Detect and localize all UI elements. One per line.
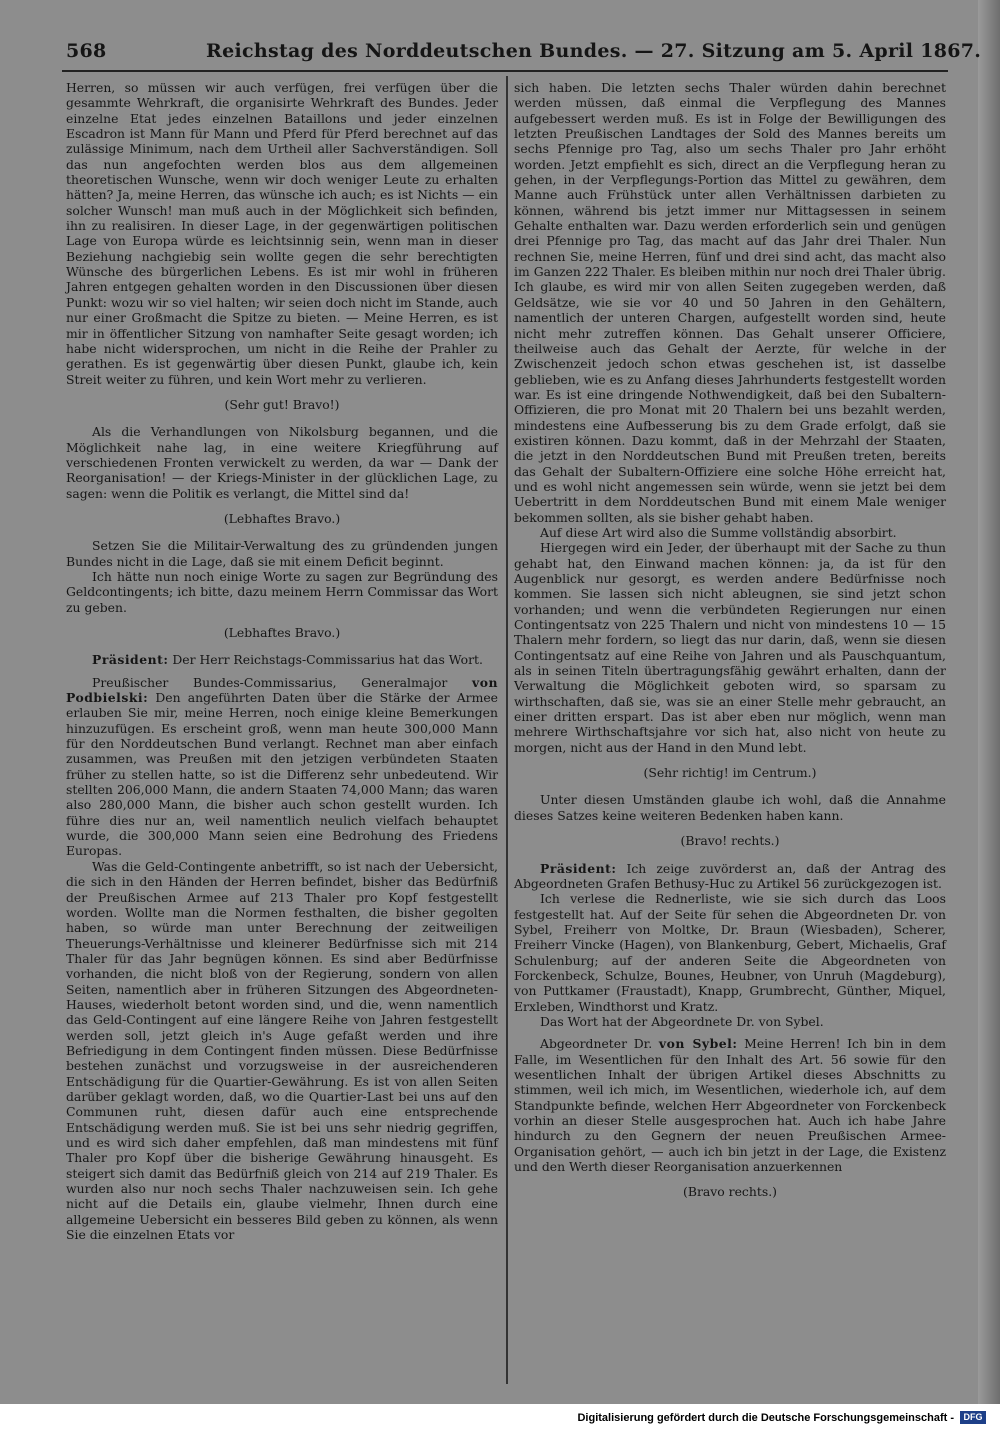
running-header: [66, 40, 982, 68]
speaker-paragraph: [514, 1036, 946, 1174]
speech-text: Der Herr Reichstags-Commissarius hat das Wort.: [172, 652, 483, 668]
interjection: (Bravo! rechts.): [680, 833, 780, 849]
paragraph: Das Wort hat der Abgeordnete Dr. von Sybel.: [540, 1013, 824, 1029]
interjection: (Lebhaftes Bravo.): [223, 510, 341, 526]
header-title: Reichstag des Norddeutschen Bundes. — 27. Sitzung am 5. April 1867.: [206, 40, 982, 62]
footer-bar: [0, 1404, 1000, 1432]
paragraph: Setzen Sie die Militair-Verwaltung des zu gründenden jungen Bundes nicht in die Lage, daß sie mit einem Deficit beginnt.: [66, 538, 498, 569]
interjection: (Bravo rechts.): [683, 1184, 777, 1200]
paragraph: Als die Verhandlungen von Nikolsburg begannen, und die Möglichkeit nahe lag, in eine weitere Kriegführung auf verschiedenen Fronten verwickelt zu werden, da war — Dank der Reorganisation! — der Kriegs-Minister in der glücklichen Lage, zu sagen: wenn die Politik es verlangt, die Mittel sind da!: [66, 424, 498, 501]
speaker-paragraph: [66, 675, 498, 859]
paragraph: Was die Geld-Contingente anbetrifft, so ist nach der Uebersicht, die sich in den Händen der Herren befindet, bisher das Bedürfniß der Preußischen Armee auf 213 Thaler pro Kopf festgestellt worden. Wollte man die Normen festhalten, die bisher gegolten haben, so würde man unter Berechnung der zeitweiligen Theuerungs-Verhältnisse und kleinerer Bedürfnisse sich mit 214 Thaler für das Jahr begnügen können. Es sind aber Bedürfnisse vorhanden, die nicht bloß von der Regierung, sondern von allen Seiten, namentlich aber in früheren Sitzungen des Abgeordneten-Hauses, wiederholt betont worden sind, und die, wenn namentlich das Geld-Contingent auf eine längere Reihe von Jahren festgestellt werden soll, jetzt gleich in's Auge gefaßt werden und ihre Befriedigung in dem Contingent finden müssen. Diese Bedürfnisse bestehen zunächst und vorzugsweise in der ausreichenderen Entschädigung für die Quartier-Gewährung. Es ist von allen Seiten darüber geklagt worden, daß, wo die Quartier-Last bei uns auf den Communen ruht, diesen dafür auch eine entsprechende Entschädigung werden muß. Sie ist bei uns sehr niedrig gegriffen, und es wird sich daher empfehlen, daß man mindestens mit fünf Thaler pro Kopf über die bisherige Gewährung hinausgeht. Es steigert sich damit das Bedürfniß gleich von 214 auf 219 Thaler. Es wurden also nur noch sechs Thaler nachzuweisen sein. Ich gehe nicht auf die Details ein, glaube vielmehr, Ihnen durch eine allgemeine Uebersicht ein besseres Bild geben zu können, als wenn Sie die einzelnen Etats vor: [66, 858, 498, 1243]
paragraph: Herren, so müssen wir auch verfügen, frei verfügen über die gesammte Wehrkraft, die organisirte Wehrkraft des Bundes. Jeder einzelne Etat jedes einzelnen Bataillons und jeder einzelnen Escadron ist Mann für Mann und Pferd für Pferd berechnet auf das zulässige Minimum, nach dem Urtheil aller Sachverständigen. Soll das nun angefochten werden blos aus dem allgemeinen theoretischen Wunsche, wenn wir doch weniger Leute zu erhalten hätten? Ja, meine Herren, das wünsche ich auch; es ist Nichts — ein solcher Wunsch! man muß auch in der Möglichkeit sich befinden, ihn zu realisiren. In dieser Lage, in der gegenwärtigen politischen Lage von Europa würde es leichtsinnig sein, wenn man in dieser Beziehung nachgiebig sein wollte gegen die sehr berechtigten Wünsche des bürgerlichen Lebens. Es ist mir wohl in früheren Jahren entgegen gehalten worden in den Discussionen über diesen Punkt: wozu wir so viel halten; wir seien doch nicht im Stande, auch nur einer Großmacht die Spitze zu bieten. — Meine Herren, es ist mir in öffentlicher Sitzung von namhafter Seite gesagt worden; ich habe nicht widersprochen, um nicht in die Reihe der Prahler zu gerathen. Es ist gegenwärtig über diesen Punkt, glaube ich, kein Streit weiter zu führen, und kein Wort mehr zu verlieren.: [66, 80, 498, 387]
paragraph: Ich hätte nun noch einige Worte zu sagen zur Begründung des Geldcontingents; ich bitte, dazu meinem Herrn Commissar das Wort zu geben.: [66, 568, 498, 615]
funding-note: Digitalisierung gefördert durch die Deutsche Forschungsgemeinschaft -: [577, 1412, 954, 1424]
paragraph: Auf diese Art wird also die Summe vollständig absorbirt.: [540, 524, 897, 540]
speaker-paragraph: [66, 652, 498, 667]
paragraph: sich haben. Die letzten sechs Thaler würden dahin berechnet werden müssen, daß einmal die Verpflegung des Mannes aufgebessert werden muß. Es ist in Folge der Bewilligungen des letzten Preußischen Landtages der Sold des Mannes bereits um sechs Pfennige pro Tag, also um sechs Thaler pro Jahr erhöht worden. Jetzt empfiehlt es sich, direct an die Verpflegung heran zu gehen, in der Verpflegungs-Portion das Mittel zu gewähren, dem Manne auch Frühstück unter allen Verhältnissen darbieten zu können, während bis jetzt immer nur Mittagsessen in seinem Gehalte enthalten war. Dazu werden erforderlich sein und genügen drei Pfennige pro Tag, das macht auf das Jahr drei Thaler. Nun rechnen Sie, meine Herren, fünf und drei sind acht, das macht also im Ganzen 222 Thaler. Es bleiben mithin nur noch drei Thaler übrig. Ich glaube, es wird mir von allen Seiten zugegeben werden, daß Geldsätze, wie sie vor 40 und 50 Jahren in den Gehältern, namentlich der unteren Chargen, aufgestellt worden sind, heute nicht mehr zutreffen können. Das Gehalt unserer Officiere, theilweise auch das Gehalt der Aerzte, für welche in der Zwischenzeit jedoch schon etwas geschehen ist, ist dasselbe geblieben, wie es zu Anfang dieses Jahrhunderts festgestellt worden war. Es ist eine dringende Nothwendigkeit, daß bei den Subaltern-Offizieren, die pro Monat mit 20 Thalern bei uns bezahlt werden, mindestens eine Aufbesserung bis zu dem Grade erfolgt, daß sie existiren können. Dazu kommt, daß in der Mehrzahl der Staaten, die jetzt in den Norddeutschen Bund mit Preußen treten, bereits das Gehalt der Subaltern-Offiziere eine solche Höhe erreicht hat, und es wohl nicht angemessen sein würde, wenn sie jetzt bei dem Uebertritt in dem Norddeutschen Bund mit einem Male weniger bekommen sollten, als sie bisher gehabt haben.: [514, 80, 946, 525]
page-number: 568: [66, 40, 107, 62]
interjection: (Sehr gut! Bravo!): [224, 396, 340, 412]
interjection: (Sehr richtig! im Centrum.): [643, 765, 817, 781]
speaker-name: Präsident:: [540, 860, 617, 876]
speaker-name: Präsident:: [92, 652, 169, 668]
speaker-name: von Sybel:: [658, 1036, 738, 1052]
left-column: [66, 80, 498, 1242]
right-column: [514, 80, 946, 1212]
speaker-role: Abgeordneter Dr.: [540, 1036, 653, 1052]
dfg-logo: DFG: [960, 1411, 986, 1424]
page-edge-shadow: [978, 0, 1000, 1404]
column-divider: [506, 76, 508, 1384]
speaker-paragraph: [514, 861, 946, 892]
interjection: (Lebhaftes Bravo.): [223, 625, 341, 640]
paragraph: Hiergegen wird ein Jeder, der überhaupt mit der Sache zu thun gehabt hat, den Einwand machen können: ja, da ist für den Augenblick nur gesorgt, es werden andere Bedürfnisse noch kommen. Sie lassen sich nicht ableugnen, sie sind jetzt schon vorhanden; und wenn die verbündeten Regierungen nur einen Contingentsatz von 225 Thalern und nicht von mindestens 10 — 15 Thalern mehr fordern, so liegt das nur darin, daß, wenn sie diesen Contingentsatz auf eine Reihe von Jahren und als Pauschquantum, als in seinen Titeln übertragungsfähig gewährt erhalten, dann der Verwaltung die Möglichkeit geboten wird, so sparsam zu wirthschaften, daß sie, was sie an einer Stelle mehr gebraucht, an einer dritten erspart. Das ist aber eben nur möglich, wenn man mehrere Wirthschaftsjahre vor sich hat, also nicht von heute zu morgen, nicht aus der Hand in den Mund lebt.: [514, 540, 946, 755]
speaker-role: Preußischer Bundes-Commissarius, Generalmajor: [92, 674, 448, 690]
speaker-name: von Podbielski:: [66, 674, 498, 706]
speech-text: Ich zeige zuvörderst an, daß der Antrag des Abgeordneten Grafen Bethusy-Huc zu Artikel 56 zurückgezogen ist.: [514, 860, 946, 891]
speech-text: Meine Herren! Ich bin in dem Falle, im Wesentlichen für den Inhalt des Art. 56 sowie für den wesentlichen Inhalt der übrigen Artikel dieses Abschnitts zu stimmen, weil ich mich, im Wesentlichen, wiederhole ich, auf dem Standpunkte befinde, welchen Herr Abgeordneter von Forckenbeck vorhin an dieser Stelle ausgesprochen hat. Auch ich habe Jahre hindurch zu den Gegnern der neuen Preußischen Armee-Organisation gehört, — auch ich bin jetzt in der Lage, die Existenz und den Werth dieser Reorganisation anzuerkennen: [514, 1036, 946, 1175]
paragraph: Ich verlese die Rednerliste, wie sie sich durch das Loos festgestellt hat. Auf der Seite für sehen die Abgeordneten Dr. von Sybel, Freiherr von Moltke, Dr. Braun (Wiesbaden), Scherer, Freiherr Vincke (Hagen), von Blankenburg, Gebert, Michaelis, Graf Schulenburg; auf der anderen Seite die Abgeordneten von Forckenbeck, Schulze, Bounes, Heubner, von Unruh (Magdeburg), von Puttkamer (Fraustadt), Knapp, Grumbrecht, Günther, Miquel, Erxleben, Windthorst und Kratz.: [514, 891, 946, 1014]
speech-text: Den angeführten Daten über die Stärke der Armee erlauben Sie mir, meine Herren, noch einige kleine Bemerkungen hinzuzufügen. Es erscheint groß, wenn man heute 300,000 Mann für den Norddeutschen Bund verlangt. Rechnet man aber einfach zusammen, was Preußen mit den jetzigen verbündeten Staaten früher zu stellen hatte, so ist die Differenz sehr unbedeutend. Wir stellten 206,000 Mann, die andern Staaten 74,000 Mann; das waren also 280,000 Mann, die bisher auch schon gestellt wurden. Ich führe dies nur an, weil namentlich neulich vielfach behauptet wurde, die 300,000 Mann seien eine Bedrohung des Friedens Europas.: [66, 690, 498, 859]
paragraph: Unter diesen Umständen glaube ich wohl, daß die Annahme dieses Satzes keine weiteren Bedenken haben kann.: [514, 792, 946, 823]
header-rule: [62, 70, 948, 72]
